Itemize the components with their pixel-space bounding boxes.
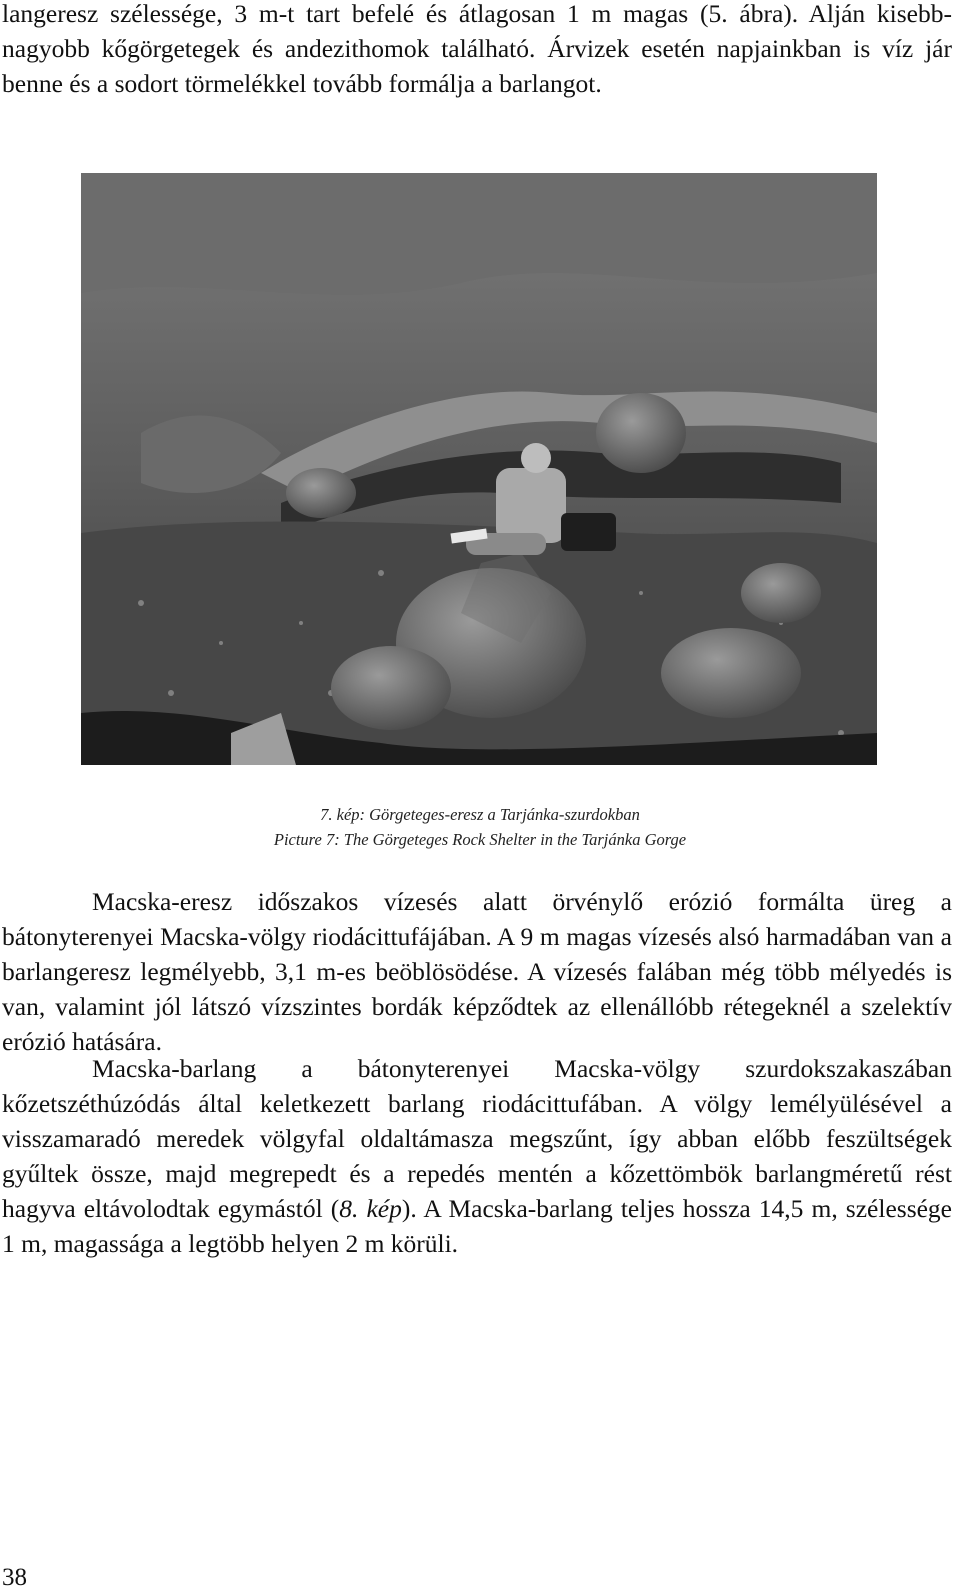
paragraph-intro-text: langeresz szélessége, 3 m-t tart befelé és átlagosan 1 m magas (5. ábra). Alján kisebb-nagyobb kőgörgetegek és andezithomok található. Árvizek esetén napjainkban is víz jár benne és a sodort törmelékkel tovább formálja a barlangot. (2, 0, 952, 98)
figure-caption-hungarian: 7. kép: Görgeteges-eresz a Tarjánka-szurdokban (320, 805, 640, 824)
paragraph-macska-barlang-text: Macska-barlang a bátonyterenyei Macska-völgy szurdokszakaszában kőzetszéthúzódás által keletkezett barlang riodácittufában. A völgy lemélyülésével a visszamaradó meredek völgyfal oldaltámasza megszűnt, így abban előbb feszültségek gyűltek össze, majd megrepedt és a repedés mentén a kőzettömbök barlangméretű rést hagyva eltávolodtak egymástól ( (2, 1054, 952, 1223)
figure-reference: 8. kép (339, 1194, 402, 1223)
paragraph-macska-eresz-text: Macska-eresz időszakos vízesés alatt örvénylő erózió formálta üreg a bátonyterenyei Macska-völgy riodácittufájában. A 9 m magas vízesés alsó harmadában van a barlangeresz legmélyebb, 3,1 m-es beöblösödése. A vízesés falában még több mélyedés is van, valamint jól látszó vízszintes bordák képződtek az ellenállóbb rétegeknél a szelektív erózió hatására. (2, 887, 952, 1056)
paragraph-intro (2, 0, 952, 101)
figure-caption-english: Picture 7: The Görgeteges Rock Shelter in the Tarjánka Gorge (273, 830, 687, 849)
page-number: 38 (2, 1564, 27, 1591)
paragraph-macska-eresz (2, 884, 952, 1059)
paragraph-macska-barlang-text-end: ). A Macska-barlang teljes hossza 14,5 m, szélessége 1 m, magassága a legtöbb helyen 2 m körüli. (2, 1194, 952, 1258)
paragraph-macska-barlang (2, 1051, 952, 1261)
rock-shelter-photo (81, 173, 877, 765)
